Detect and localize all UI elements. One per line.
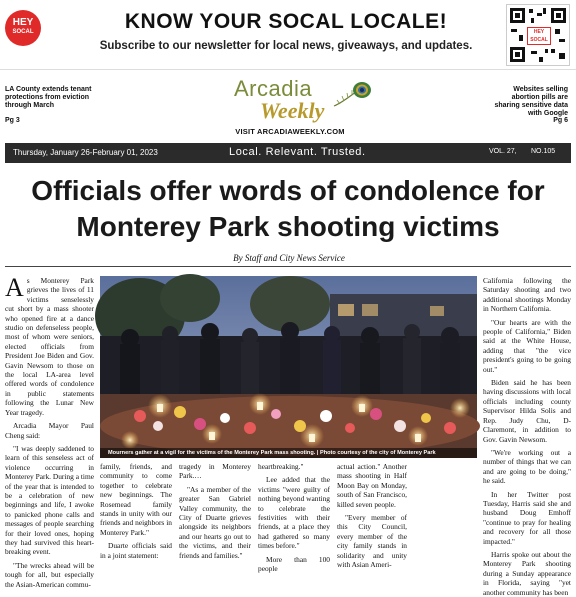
article-paragraph: California following the Saturday shooting and two additional shootings Monday in Northern California.	[483, 276, 571, 314]
article-paragraph: "The wrecks ahead will be tough for all, but especially the Asian-American commu-	[5, 560, 94, 589]
photo-caption: Mourners gather at a vigil for the victims of the Monterey Park mass shooting. | Photo courtesy of the city of Monterey Park	[100, 448, 477, 458]
peacock-feather-icon	[332, 80, 372, 110]
article-paragraph: "We're working out a number of things that we can and are going to be doing," he said.	[483, 447, 571, 486]
issue-number: NO.105	[531, 148, 556, 155]
article-column-right	[483, 276, 571, 597]
article-paragraph: heartbreaking."	[258, 462, 304, 471]
logo-word-weekly: Weekly	[260, 98, 325, 123]
teaser-left[interactable]: LA County extends tenant protections from eviction through March	[5, 86, 92, 109]
ad-headline: KNOW YOUR SOCAL LOCALE!	[124, 10, 448, 33]
article-paragraph: More than 100 people	[258, 554, 330, 574]
article-paragraph: Lee added that the victims "were guilty of nothing beyond wanting to celebrate the festivities with their friends, at a place they had gathered so many times before."	[258, 475, 330, 551]
article-paragraph: tragedy in Monterey Park.…	[179, 462, 251, 481]
vigil-photo	[100, 276, 477, 458]
article-paragraph: Biden said he has been having discussions with local officials including county Supervisor Hilda Solis and Rep. Judy Chu, D-Claremont, in addition to Gov. Gavin Newsom.	[483, 378, 571, 444]
issue-date: Thursday, January 26-February 01, 2023	[13, 148, 158, 157]
article-paragraph: In her Twitter post Tuesday, Harris said she and husband Doug Emhoff "continue to pray for healing and recovery for all those impacted."	[483, 489, 571, 546]
article-column-1	[5, 273, 94, 589]
qr-brand-label	[527, 27, 551, 45]
teaser-right-page: Pg 6	[553, 117, 568, 124]
article-headline: Officials offer words of condolence for Monterey Park shooting victims	[31, 175, 545, 242]
paper-motto: Local. Relevant. Trusted.	[229, 146, 366, 158]
article-column-2	[100, 462, 172, 558]
logo-word-arcadia: Arcadia	[234, 76, 313, 101]
hey-socal-logo	[5, 10, 41, 46]
article-column-3	[179, 462, 251, 558]
teaser-left-page: Pg 3	[5, 117, 20, 124]
article-paragraph: "I was deeply saddened to learn of this senseless act of violence occurring in Monterey Park. During a time of the year that is intended to be a celebration of new beginnings and life, I awoke to panicked phone calls and messages of people searching for their loved ones, hoping they had survived this heart-breaking event.	[5, 443, 94, 557]
article-paragraph: "Every member of this City Council, every member of the city family stands in solidarity and unity with Asian Ameri-	[337, 513, 407, 570]
article-paragraph: Harris spoke out about the Monterey Park shooting during a Sunday appearance in Florida, saying "yet another community has been	[483, 549, 571, 597]
issue-info-bar	[5, 143, 571, 163]
paragraph-text: s Monterey Park grieves the lives of 11 victims senselessly cut short by a mass shooter who opened fire at a dance studio on defenseless people, most of whom were seniors, elected officials from President Joe Biden and Gov. Gavin Newsom to those on the local LA-area level offered words of condolence in public statements following the Lunar New Year tragedy.	[5, 276, 94, 417]
article-paragraph: "Our hearts are with the people of California," Biden said at the White House, adding that "the vice president's going to be going out."	[483, 317, 571, 374]
teaser-right[interactable]: Websites selling abortion pills are sharing sensitive data with Google	[494, 86, 568, 117]
site-url[interactable]: VISIT ARCADIAWEEKLY.COM	[235, 127, 345, 136]
drop-cap: A	[5, 273, 24, 302]
article-byline: By Staff and City News Service	[233, 253, 345, 263]
article-column-6	[412, 462, 478, 558]
qr-code[interactable]	[506, 4, 570, 66]
volume-number: VOL. 27,	[489, 148, 517, 155]
arcadia-weekly-logo[interactable]	[232, 74, 352, 124]
qr-label-line-1: HEY	[533, 29, 545, 35]
article-paragraph	[5, 273, 94, 417]
article-paragraph: actual action." Another mass shooting in Half Moon Bay on Monday, south of San Francisco, killed seven people.	[337, 462, 407, 509]
ad-subtext: Subscribe to our newsletter for local news, giveaways, and updates.	[99, 40, 473, 52]
article-paragraph: Arcadia Mayor Paul Cheng said:	[5, 421, 94, 440]
article-paragraph: "As a member of the greater San Gabriel Valley community, the City of Duarte grieves alongside its neighbors and our hearts go out to the victims, and their friends and families."	[179, 484, 251, 560]
article-paragraph: family, friends, and community to come together to celebrate new beginnings. The Rosemead family stands in unity with our friends and neighbors in Monterey Park."	[100, 462, 172, 537]
article-column-4	[258, 462, 330, 574]
divider	[5, 266, 571, 267]
logo-line-1: HEY	[12, 17, 34, 28]
qr-label-line-2: SOCAL	[530, 37, 548, 43]
logo-line-2: SOCAL	[12, 29, 34, 35]
article-column-5	[337, 462, 407, 570]
newsletter-ad-banner[interactable]	[0, 0, 576, 70]
article-paragraph: Duarte officials said in a joint statement:	[100, 541, 172, 560]
